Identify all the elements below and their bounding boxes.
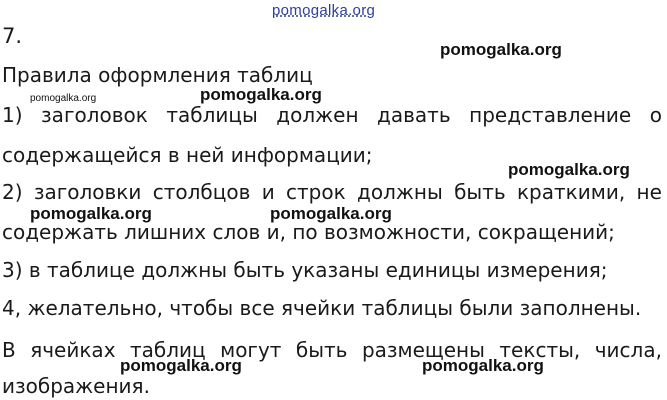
word: быть xyxy=(454,180,506,204)
rule-1-line-2: содержащейся в ней информации; xyxy=(2,143,373,167)
word: должны xyxy=(357,180,443,204)
word: заголовки xyxy=(33,180,142,204)
word: тексты, xyxy=(499,338,581,362)
task-number: 7. xyxy=(2,24,23,48)
word: быть xyxy=(295,338,348,362)
watermark-small: pomogalka.org xyxy=(30,93,97,104)
word: должен xyxy=(276,103,359,127)
word: краткими, xyxy=(516,180,626,204)
word: и xyxy=(261,180,275,204)
word: таблицы xyxy=(166,103,258,127)
word: могут xyxy=(220,338,282,362)
rule-3: 3) в таблице должны быть указаны единицы измерения; xyxy=(2,258,608,282)
word: о xyxy=(649,103,662,127)
conclusion-line-2: изображения. xyxy=(2,374,150,398)
word: таблиц xyxy=(130,338,206,362)
watermark: pomogalka.org xyxy=(30,204,152,223)
heading: Правила оформления таблиц xyxy=(2,63,313,87)
conclusion-line-1 xyxy=(2,338,662,362)
word: размещены xyxy=(361,338,485,362)
word: столбцов xyxy=(152,180,251,204)
watermark: pomogalka.org xyxy=(200,85,322,104)
word: строк xyxy=(286,180,346,204)
word: ячейках xyxy=(30,338,116,362)
rule-2-line-1 xyxy=(2,180,662,204)
watermark: pomogalka.org xyxy=(508,160,630,179)
word: представление xyxy=(469,103,632,127)
rule-4: 4, желательно, чтобы все ячейки таблицы были заполнены. xyxy=(2,296,642,320)
word: заголовок xyxy=(41,103,148,127)
rule-2-line-2: содержать лишних слов и, по возможности, сокращений; xyxy=(2,220,615,244)
word: 2) xyxy=(2,180,23,204)
watermark: pomogalka.org xyxy=(120,356,242,375)
watermark: pomogalka.org xyxy=(422,356,544,375)
rule-1-line-1 xyxy=(2,103,662,127)
word: 1) xyxy=(2,103,23,127)
word: числа, xyxy=(594,338,662,362)
watermark: pomogalka.org xyxy=(270,204,392,223)
watermark-top[interactable]: pomogalka.org xyxy=(272,2,376,19)
watermark: pomogalka.org xyxy=(440,40,562,59)
word: давать xyxy=(377,103,451,127)
word: не xyxy=(636,180,662,204)
word: В xyxy=(2,338,16,362)
